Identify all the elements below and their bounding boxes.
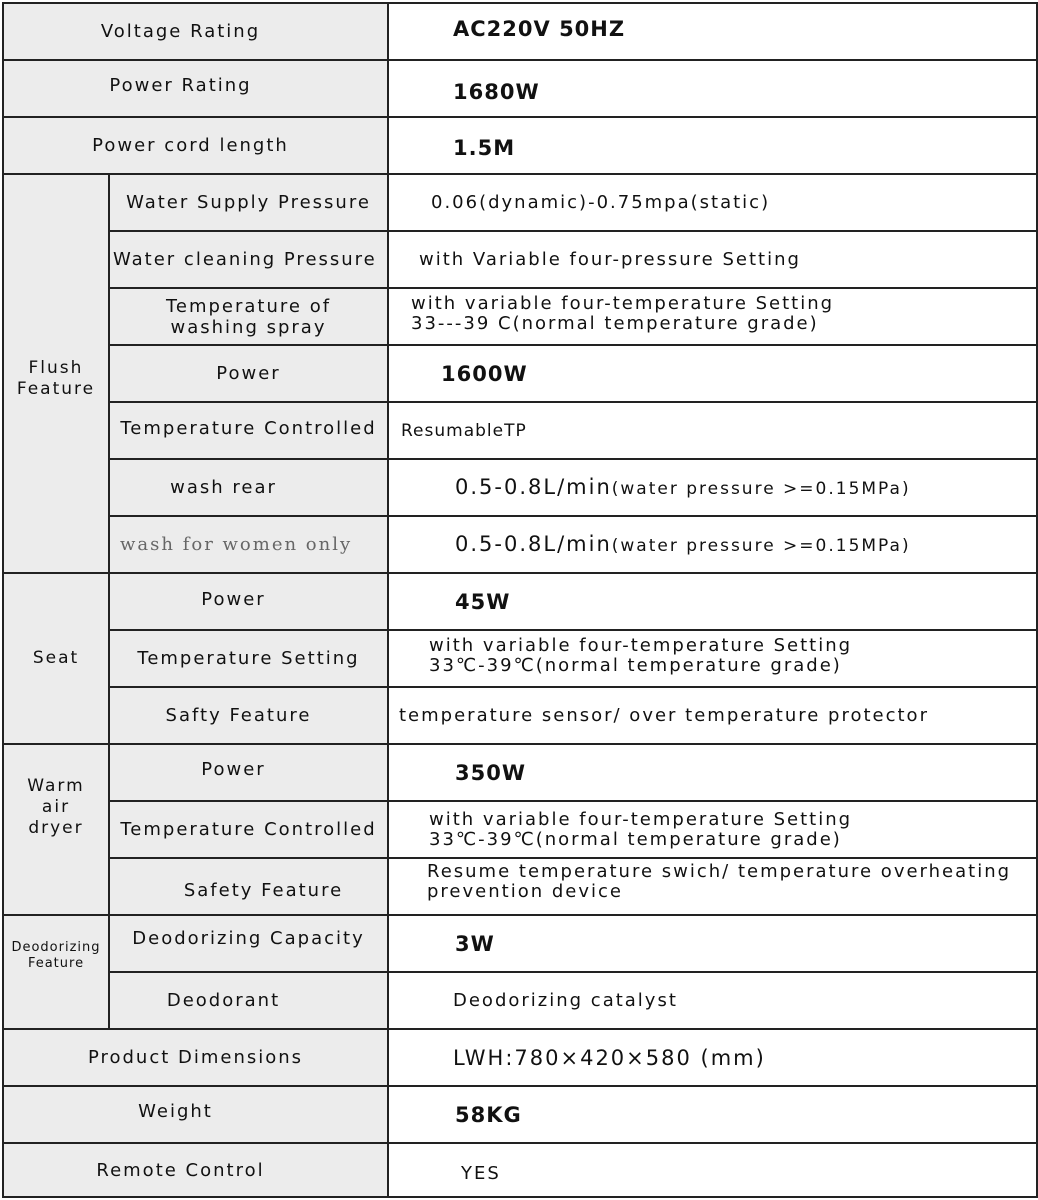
flush-group-line-2: Feature (16, 378, 96, 399)
wash-rear-label: wash rear (109, 459, 388, 516)
table-row (3, 972, 1037, 1029)
wash-rear-value (388, 459, 1037, 516)
table-row (3, 744, 1037, 801)
spray-temp-label-line-1: Temperature of (165, 295, 332, 317)
table-row (3, 858, 1037, 915)
dryer-temp-line-2: 33℃-39℃(normal temperature grade) (429, 828, 842, 850)
dryer-group-line-2: air (41, 797, 71, 817)
dimensions-label: Product Dimensions (3, 1029, 388, 1086)
deodorizing-capacity-label: Deodorizing Capacity (109, 915, 388, 972)
spray-temp-value-line-2: 33---39 C(normal temperature grade) (411, 312, 819, 334)
water-cleaning-value: with Variable four-pressure Setting (388, 231, 1037, 288)
seat-temp-setting-value (388, 630, 1037, 687)
seat-temp-setting-label: Temperature Setting (109, 630, 388, 687)
flush-temp-controlled-label: Temperature Controlled (109, 402, 388, 459)
seat-safety-value: temperature sensor/ over temperature protector (388, 687, 1037, 744)
spray-temp-value (388, 288, 1037, 345)
dryer-power-value: 350W (388, 744, 1037, 801)
table-row (3, 915, 1037, 972)
wash-women-rate: 0.5-0.8L/min (455, 531, 612, 556)
voltage-value: AC220V 50HZ (388, 3, 1037, 60)
table-row (3, 630, 1037, 687)
table-row (3, 402, 1037, 459)
weight-value: 58KG (388, 1086, 1037, 1143)
table-row (3, 459, 1037, 516)
dryer-safety-label: Safety Feature (109, 858, 388, 915)
dryer-temp-controlled-label: Temperature Controlled (109, 801, 388, 858)
seat-group: Seat (3, 573, 109, 744)
spray-temp-value-line-1: with variable four-temperature Setting (411, 292, 835, 314)
wash-women-value (388, 516, 1037, 573)
table-row (3, 1086, 1037, 1143)
weight-label: Weight (3, 1086, 388, 1143)
table-row (3, 1029, 1037, 1086)
dryer-safety-value (388, 858, 1037, 915)
flush-power-value: 1600W (388, 345, 1037, 402)
spray-temp-label (109, 288, 388, 345)
dryer-group-line-1: Warm (27, 776, 85, 796)
voltage-label: Voltage Rating (3, 3, 388, 60)
table-row (3, 3, 1037, 60)
table-row (3, 1143, 1037, 1197)
deodorizing-group (3, 915, 109, 1029)
remote-label: Remote Control (3, 1143, 388, 1197)
cord-length-label: Power cord length (3, 117, 388, 174)
wash-women-note: (water pressure >=0.15MPa) (611, 535, 911, 556)
seat-temp-setting-line-2: 33℃-39℃(normal temperature grade) (429, 654, 842, 676)
deodorizing-group-line-1: Deodorizing (11, 940, 101, 955)
table-row (3, 687, 1037, 744)
seat-safety-label: Safty Feature (109, 687, 388, 744)
water-supply-value: 0.06(dynamic)-0.75mpa(static) (388, 174, 1037, 231)
table-row (3, 117, 1037, 174)
wash-women-label: wash for women only (109, 516, 388, 573)
dimensions-value: LWH:780×420×580 (mm) (388, 1029, 1037, 1086)
dryer-safety-line-2: prevention device (427, 880, 623, 902)
dryer-temp-line-1: with variable four-temperature Setting (429, 808, 853, 830)
spray-temp-label-line-2: washing spray (170, 316, 327, 338)
table-row (3, 288, 1037, 345)
dryer-power-label: Power (109, 744, 388, 801)
cord-length-value: 1.5M (388, 117, 1037, 174)
seat-power-value: 45W (388, 573, 1037, 630)
water-cleaning-label: Water cleaning Pressure (109, 231, 388, 288)
seat-temp-setting-line-1: with variable four-temperature Setting (429, 634, 853, 656)
power-rating-value: 1680W (388, 60, 1037, 117)
deodorant-value: Deodorizing catalyst (388, 972, 1037, 1029)
deodorizing-capacity-value: 3W (388, 915, 1037, 972)
table-row (3, 516, 1037, 573)
flush-temp-controlled-value: ResumableTP (388, 402, 1037, 459)
table-row (3, 174, 1037, 231)
table-row (3, 801, 1037, 858)
remote-value: YES (388, 1143, 1037, 1197)
dryer-temp-controlled-value (388, 801, 1037, 858)
table-row (3, 231, 1037, 288)
dryer-group (3, 744, 109, 915)
wash-rear-note: (water pressure >=0.15MPa) (611, 478, 911, 499)
deodorant-label: Deodorant (109, 972, 388, 1029)
deodorizing-group-line-2: Feature (27, 956, 85, 971)
flush-group-line-1: Flush (28, 357, 84, 378)
dryer-group-line-3: dryer (28, 818, 84, 838)
seat-power-label: Power (109, 573, 388, 630)
flush-feature-group (3, 174, 109, 573)
power-rating-label: Power Rating (3, 60, 388, 117)
wash-rear-rate: 0.5-0.8L/min (455, 474, 612, 499)
dryer-safety-line-1: Resume temperature swich/ temperature overheating (427, 860, 1012, 882)
table-row (3, 345, 1037, 402)
flush-power-label: Power (109, 345, 388, 402)
water-supply-label: Water Supply Pressure (109, 174, 388, 231)
table-row (3, 573, 1037, 630)
spec-table (2, 2, 1038, 1198)
table-row (3, 60, 1037, 117)
